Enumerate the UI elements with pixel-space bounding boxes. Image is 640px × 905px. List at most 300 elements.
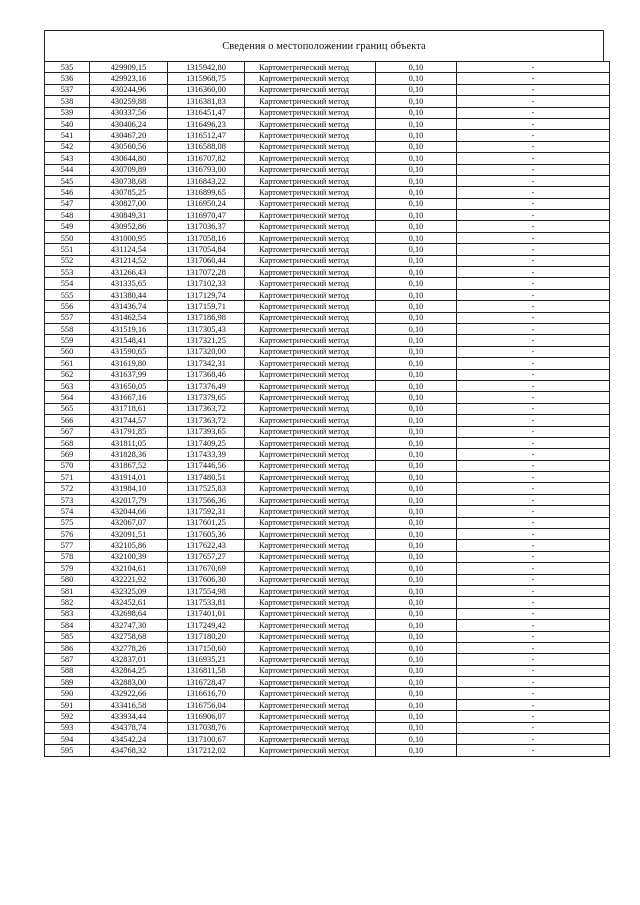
table-row (45, 267, 610, 278)
y-coordinate-cell: 1317480,51 (168, 472, 245, 483)
point-number-cell: 549 (45, 221, 90, 232)
precision-cell: 0,10 (376, 255, 457, 266)
table-row (45, 426, 610, 437)
description-cell: - (457, 597, 610, 608)
y-coordinate-cell: 1316906,07 (168, 711, 245, 722)
table-row (45, 711, 610, 722)
description-cell: - (457, 711, 610, 722)
x-coordinate-cell: 431867,52 (90, 460, 168, 471)
point-number-cell: 576 (45, 529, 90, 540)
x-coordinate-cell: 434542,24 (90, 734, 168, 745)
table-row (45, 244, 610, 255)
x-coordinate-cell: 429923,16 (90, 73, 168, 84)
description-cell: - (457, 107, 610, 118)
point-number-cell: 547 (45, 198, 90, 209)
point-number-cell: 589 (45, 677, 90, 688)
table-row (45, 323, 610, 334)
point-number-cell: 536 (45, 73, 90, 84)
description-cell: - (457, 175, 610, 186)
precision-cell: 0,10 (376, 688, 457, 699)
table-title: Сведения о местоположении границ объекта (44, 30, 604, 61)
table-row (45, 415, 610, 426)
x-coordinate-cell: 431214,52 (90, 255, 168, 266)
x-coordinate-cell: 429909,15 (90, 62, 168, 73)
y-coordinate-cell: 1316811,58 (168, 665, 245, 676)
x-coordinate-cell: 431619,80 (90, 358, 168, 369)
method-cell: Картометрический метод (245, 460, 376, 471)
y-coordinate-cell: 1317363,72 (168, 415, 245, 426)
description-cell: - (457, 631, 610, 642)
y-coordinate-cell: 1317038,76 (168, 722, 245, 733)
y-coordinate-cell: 1316451,47 (168, 107, 245, 118)
point-number-cell: 592 (45, 711, 90, 722)
point-number-cell: 540 (45, 118, 90, 129)
precision-cell: 0,10 (376, 358, 457, 369)
x-coordinate-cell: 431811,05 (90, 437, 168, 448)
precision-cell: 0,10 (376, 301, 457, 312)
y-coordinate-cell: 1317605,36 (168, 529, 245, 540)
x-coordinate-cell: 431436,74 (90, 301, 168, 312)
method-cell: Картометрический метод (245, 153, 376, 164)
point-number-cell: 582 (45, 597, 90, 608)
precision-cell: 0,10 (376, 699, 457, 710)
point-number-cell: 568 (45, 437, 90, 448)
precision-cell: 0,10 (376, 62, 457, 73)
description-cell: - (457, 153, 610, 164)
table-row (45, 312, 610, 323)
table-row (45, 722, 610, 733)
x-coordinate-cell: 432864,25 (90, 665, 168, 676)
precision-cell: 0,10 (376, 665, 457, 676)
method-cell: Картометрический метод (245, 187, 376, 198)
method-cell: Картометрический метод (245, 426, 376, 437)
table-row (45, 494, 610, 505)
precision-cell: 0,10 (376, 722, 457, 733)
description-cell: - (457, 141, 610, 152)
table-row (45, 301, 610, 312)
y-coordinate-cell: 1317433,39 (168, 449, 245, 460)
precision-cell: 0,10 (376, 221, 457, 232)
x-coordinate-cell: 431984,10 (90, 483, 168, 494)
x-coordinate-cell: 431000,95 (90, 232, 168, 243)
precision-cell: 0,10 (376, 118, 457, 129)
precision-cell: 0,10 (376, 96, 457, 107)
x-coordinate-cell: 430467,20 (90, 130, 168, 141)
y-coordinate-cell: 1317379,65 (168, 392, 245, 403)
precision-cell: 0,10 (376, 426, 457, 437)
y-coordinate-cell: 1316616,70 (168, 688, 245, 699)
description-cell: - (457, 745, 610, 756)
x-coordinate-cell: 432452,61 (90, 597, 168, 608)
method-cell: Картометрический метод (245, 529, 376, 540)
table-row (45, 346, 610, 357)
y-coordinate-cell: 1317566,36 (168, 494, 245, 505)
method-cell: Картометрический метод (245, 380, 376, 391)
x-coordinate-cell: 431637,99 (90, 369, 168, 380)
x-coordinate-cell: 430785,25 (90, 187, 168, 198)
table-row (45, 210, 610, 221)
method-cell: Картометрический метод (245, 232, 376, 243)
description-cell: - (457, 267, 610, 278)
point-number-cell: 583 (45, 608, 90, 619)
table-row (45, 483, 610, 494)
description-cell: - (457, 472, 610, 483)
description-cell: - (457, 608, 610, 619)
precision-cell: 0,10 (376, 677, 457, 688)
description-cell: - (457, 73, 610, 84)
x-coordinate-cell: 432837,01 (90, 654, 168, 665)
point-number-cell: 565 (45, 403, 90, 414)
point-number-cell: 560 (45, 346, 90, 357)
point-number-cell: 595 (45, 745, 90, 756)
precision-cell: 0,10 (376, 210, 457, 221)
precision-cell: 0,10 (376, 380, 457, 391)
method-cell: Картометрический метод (245, 130, 376, 141)
x-coordinate-cell: 432221,92 (90, 574, 168, 585)
point-number-cell: 544 (45, 164, 90, 175)
x-coordinate-cell: 432325,09 (90, 585, 168, 596)
description-cell: - (457, 642, 610, 653)
method-cell: Картометрический метод (245, 96, 376, 107)
table-row (45, 540, 610, 551)
point-number-cell: 545 (45, 175, 90, 186)
x-coordinate-cell: 430560,56 (90, 141, 168, 152)
y-coordinate-cell: 1316843,22 (168, 175, 245, 186)
description-cell: - (457, 574, 610, 585)
table-body (45, 62, 610, 757)
x-coordinate-cell: 431266,43 (90, 267, 168, 278)
description-cell: - (457, 551, 610, 562)
y-coordinate-cell: 1317102,33 (168, 278, 245, 289)
description-cell: - (457, 563, 610, 574)
table-row (45, 677, 610, 688)
y-coordinate-cell: 1316588,08 (168, 141, 245, 152)
x-coordinate-cell: 430738,68 (90, 175, 168, 186)
precision-cell: 0,10 (376, 84, 457, 95)
x-coordinate-cell: 433416,58 (90, 699, 168, 710)
y-coordinate-cell: 1317150,60 (168, 642, 245, 653)
x-coordinate-cell: 432747,30 (90, 620, 168, 631)
table-row (45, 380, 610, 391)
method-cell: Картометрический метод (245, 688, 376, 699)
point-number-cell: 550 (45, 232, 90, 243)
description-cell: - (457, 62, 610, 73)
method-cell: Картометрический метод (245, 483, 376, 494)
point-number-cell: 537 (45, 84, 90, 95)
precision-cell: 0,10 (376, 517, 457, 528)
description-cell: - (457, 210, 610, 221)
y-coordinate-cell: 1315968,75 (168, 73, 245, 84)
method-cell: Картометрический метод (245, 654, 376, 665)
table-row (45, 232, 610, 243)
y-coordinate-cell: 1317533,81 (168, 597, 245, 608)
table-row (45, 517, 610, 528)
point-number-cell: 581 (45, 585, 90, 596)
description-cell: - (457, 585, 610, 596)
point-number-cell: 557 (45, 312, 90, 323)
method-cell: Картометрический метод (245, 620, 376, 631)
y-coordinate-cell: 1316512,47 (168, 130, 245, 141)
table-row (45, 654, 610, 665)
point-number-cell: 567 (45, 426, 90, 437)
table-row (45, 437, 610, 448)
point-number-cell: 578 (45, 551, 90, 562)
y-coordinate-cell: 1317525,83 (168, 483, 245, 494)
method-cell: Картометрический метод (245, 415, 376, 426)
method-cell: Картометрический метод (245, 699, 376, 710)
description-cell: - (457, 529, 610, 540)
precision-cell: 0,10 (376, 198, 457, 209)
point-number-cell: 579 (45, 563, 90, 574)
table-row (45, 84, 610, 95)
x-coordinate-cell: 431548,41 (90, 335, 168, 346)
y-coordinate-cell: 1317060,44 (168, 255, 245, 266)
description-cell: - (457, 84, 610, 95)
table-row (45, 221, 610, 232)
method-cell: Картометрический метод (245, 665, 376, 676)
description-cell: - (457, 517, 610, 528)
description-cell: - (457, 232, 610, 243)
table-row (45, 597, 610, 608)
x-coordinate-cell: 431667,16 (90, 392, 168, 403)
method-cell: Картометрический метод (245, 84, 376, 95)
precision-cell: 0,10 (376, 346, 457, 357)
method-cell: Картометрический метод (245, 722, 376, 733)
y-coordinate-cell: 1317180,20 (168, 631, 245, 642)
precision-cell: 0,10 (376, 642, 457, 653)
method-cell: Картометрический метод (245, 198, 376, 209)
y-coordinate-cell: 1317606,30 (168, 574, 245, 585)
precision-cell: 0,10 (376, 711, 457, 722)
x-coordinate-cell: 431744,57 (90, 415, 168, 426)
document-sheet (44, 30, 604, 757)
method-cell: Картометрический метод (245, 267, 376, 278)
table-row (45, 688, 610, 699)
precision-cell: 0,10 (376, 73, 457, 84)
precision-cell: 0,10 (376, 153, 457, 164)
table-row (45, 472, 610, 483)
table-row (45, 574, 610, 585)
precision-cell: 0,10 (376, 267, 457, 278)
precision-cell: 0,10 (376, 437, 457, 448)
x-coordinate-cell: 431828,36 (90, 449, 168, 460)
method-cell: Картометрический метод (245, 255, 376, 266)
description-cell: - (457, 187, 610, 198)
y-coordinate-cell: 1317592,31 (168, 506, 245, 517)
point-number-cell: 551 (45, 244, 90, 255)
description-cell: - (457, 96, 610, 107)
x-coordinate-cell: 430849,31 (90, 210, 168, 221)
precision-cell: 0,10 (376, 608, 457, 619)
method-cell: Картометрический метод (245, 711, 376, 722)
method-cell: Картометрический метод (245, 551, 376, 562)
point-number-cell: 573 (45, 494, 90, 505)
description-cell: - (457, 483, 610, 494)
x-coordinate-cell: 431791,85 (90, 426, 168, 437)
y-coordinate-cell: 1317401,01 (168, 608, 245, 619)
description-cell: - (457, 665, 610, 676)
table-row (45, 62, 610, 73)
point-number-cell: 590 (45, 688, 90, 699)
method-cell: Картометрический метод (245, 642, 376, 653)
point-number-cell: 559 (45, 335, 90, 346)
description-cell: - (457, 437, 610, 448)
table-row (45, 403, 610, 414)
table-row (45, 529, 610, 540)
x-coordinate-cell: 430709,89 (90, 164, 168, 175)
table-row (45, 289, 610, 300)
method-cell: Картометрический метод (245, 585, 376, 596)
x-coordinate-cell: 432698,64 (90, 608, 168, 619)
description-cell: - (457, 620, 610, 631)
precision-cell: 0,10 (376, 563, 457, 574)
method-cell: Картометрический метод (245, 62, 376, 73)
method-cell: Картометрический метод (245, 506, 376, 517)
method-cell: Картометрический метод (245, 494, 376, 505)
point-number-cell: 552 (45, 255, 90, 266)
point-number-cell: 563 (45, 380, 90, 391)
method-cell: Картометрический метод (245, 301, 376, 312)
y-coordinate-cell: 1317054,84 (168, 244, 245, 255)
x-coordinate-cell: 430827,00 (90, 198, 168, 209)
x-coordinate-cell: 431718,61 (90, 403, 168, 414)
method-cell: Картометрический метод (245, 392, 376, 403)
table-row (45, 563, 610, 574)
method-cell: Картометрический метод (245, 745, 376, 756)
y-coordinate-cell: 1316381,83 (168, 96, 245, 107)
point-number-cell: 577 (45, 540, 90, 551)
x-coordinate-cell: 430244,96 (90, 84, 168, 95)
description-cell: - (457, 460, 610, 471)
point-number-cell: 574 (45, 506, 90, 517)
point-number-cell: 548 (45, 210, 90, 221)
method-cell: Картометрический метод (245, 244, 376, 255)
y-coordinate-cell: 1317342,31 (168, 358, 245, 369)
point-number-cell: 571 (45, 472, 90, 483)
x-coordinate-cell: 431462,54 (90, 312, 168, 323)
point-number-cell: 561 (45, 358, 90, 369)
description-cell: - (457, 426, 610, 437)
y-coordinate-cell: 1317446,56 (168, 460, 245, 471)
method-cell: Картометрический метод (245, 107, 376, 118)
description-cell: - (457, 494, 610, 505)
description-cell: - (457, 198, 610, 209)
precision-cell: 0,10 (376, 289, 457, 300)
x-coordinate-cell: 430337,56 (90, 107, 168, 118)
table-row (45, 130, 610, 141)
point-number-cell: 580 (45, 574, 90, 585)
precision-cell: 0,10 (376, 141, 457, 152)
x-coordinate-cell: 430644,80 (90, 153, 168, 164)
y-coordinate-cell: 1317249,42 (168, 620, 245, 631)
point-number-cell: 591 (45, 699, 90, 710)
y-coordinate-cell: 1316793,00 (168, 164, 245, 175)
precision-cell: 0,10 (376, 107, 457, 118)
description-cell: - (457, 403, 610, 414)
point-number-cell: 538 (45, 96, 90, 107)
precision-cell: 0,10 (376, 620, 457, 631)
description-cell: - (457, 688, 610, 699)
table-row (45, 187, 610, 198)
x-coordinate-cell: 432017,79 (90, 494, 168, 505)
x-coordinate-cell: 431590,65 (90, 346, 168, 357)
y-coordinate-cell: 1317212,02 (168, 745, 245, 756)
table-row (45, 745, 610, 756)
point-number-cell: 587 (45, 654, 90, 665)
x-coordinate-cell: 432100,39 (90, 551, 168, 562)
precision-cell: 0,10 (376, 529, 457, 540)
y-coordinate-cell: 1317058,16 (168, 232, 245, 243)
point-number-cell: 555 (45, 289, 90, 300)
precision-cell: 0,10 (376, 403, 457, 414)
description-cell: - (457, 734, 610, 745)
description-cell: - (457, 255, 610, 266)
description-cell: - (457, 335, 610, 346)
method-cell: Картометрический метод (245, 597, 376, 608)
precision-cell: 0,10 (376, 244, 457, 255)
description-cell: - (457, 654, 610, 665)
table-row (45, 665, 610, 676)
method-cell: Картометрический метод (245, 175, 376, 186)
x-coordinate-cell: 434768,32 (90, 745, 168, 756)
table-row (45, 631, 610, 642)
description-cell: - (457, 449, 610, 460)
table-row (45, 392, 610, 403)
table-row (45, 73, 610, 84)
precision-cell: 0,10 (376, 335, 457, 346)
precision-cell: 0,10 (376, 175, 457, 186)
x-coordinate-cell: 432883,00 (90, 677, 168, 688)
y-coordinate-cell: 1317554,98 (168, 585, 245, 596)
x-coordinate-cell: 434378,74 (90, 722, 168, 733)
point-number-cell: 566 (45, 415, 90, 426)
x-coordinate-cell: 430406,24 (90, 118, 168, 129)
y-coordinate-cell: 1316970,47 (168, 210, 245, 221)
point-number-cell: 556 (45, 301, 90, 312)
table-row (45, 608, 610, 619)
description-cell: - (457, 164, 610, 175)
description-cell: - (457, 677, 610, 688)
precision-cell: 0,10 (376, 585, 457, 596)
method-cell: Картометрический метод (245, 312, 376, 323)
point-number-cell: 543 (45, 153, 90, 164)
x-coordinate-cell: 430952,86 (90, 221, 168, 232)
x-coordinate-cell: 432067,07 (90, 517, 168, 528)
x-coordinate-cell: 431519,16 (90, 323, 168, 334)
method-cell: Картометрический метод (245, 608, 376, 619)
boundary-points-table (44, 61, 610, 757)
method-cell: Картометрический метод (245, 278, 376, 289)
point-number-cell: 584 (45, 620, 90, 631)
method-cell: Картометрический метод (245, 73, 376, 84)
description-cell: - (457, 722, 610, 733)
method-cell: Картометрический метод (245, 563, 376, 574)
description-cell: - (457, 221, 610, 232)
precision-cell: 0,10 (376, 312, 457, 323)
precision-cell: 0,10 (376, 278, 457, 289)
point-number-cell: 535 (45, 62, 90, 73)
x-coordinate-cell: 430259,88 (90, 96, 168, 107)
description-cell: - (457, 278, 610, 289)
point-number-cell: 594 (45, 734, 90, 745)
y-coordinate-cell: 1317159,71 (168, 301, 245, 312)
table-row (45, 585, 610, 596)
method-cell: Картометрический метод (245, 210, 376, 221)
y-coordinate-cell: 1317601,25 (168, 517, 245, 528)
precision-cell: 0,10 (376, 449, 457, 460)
x-coordinate-cell: 432105,86 (90, 540, 168, 551)
precision-cell: 0,10 (376, 734, 457, 745)
